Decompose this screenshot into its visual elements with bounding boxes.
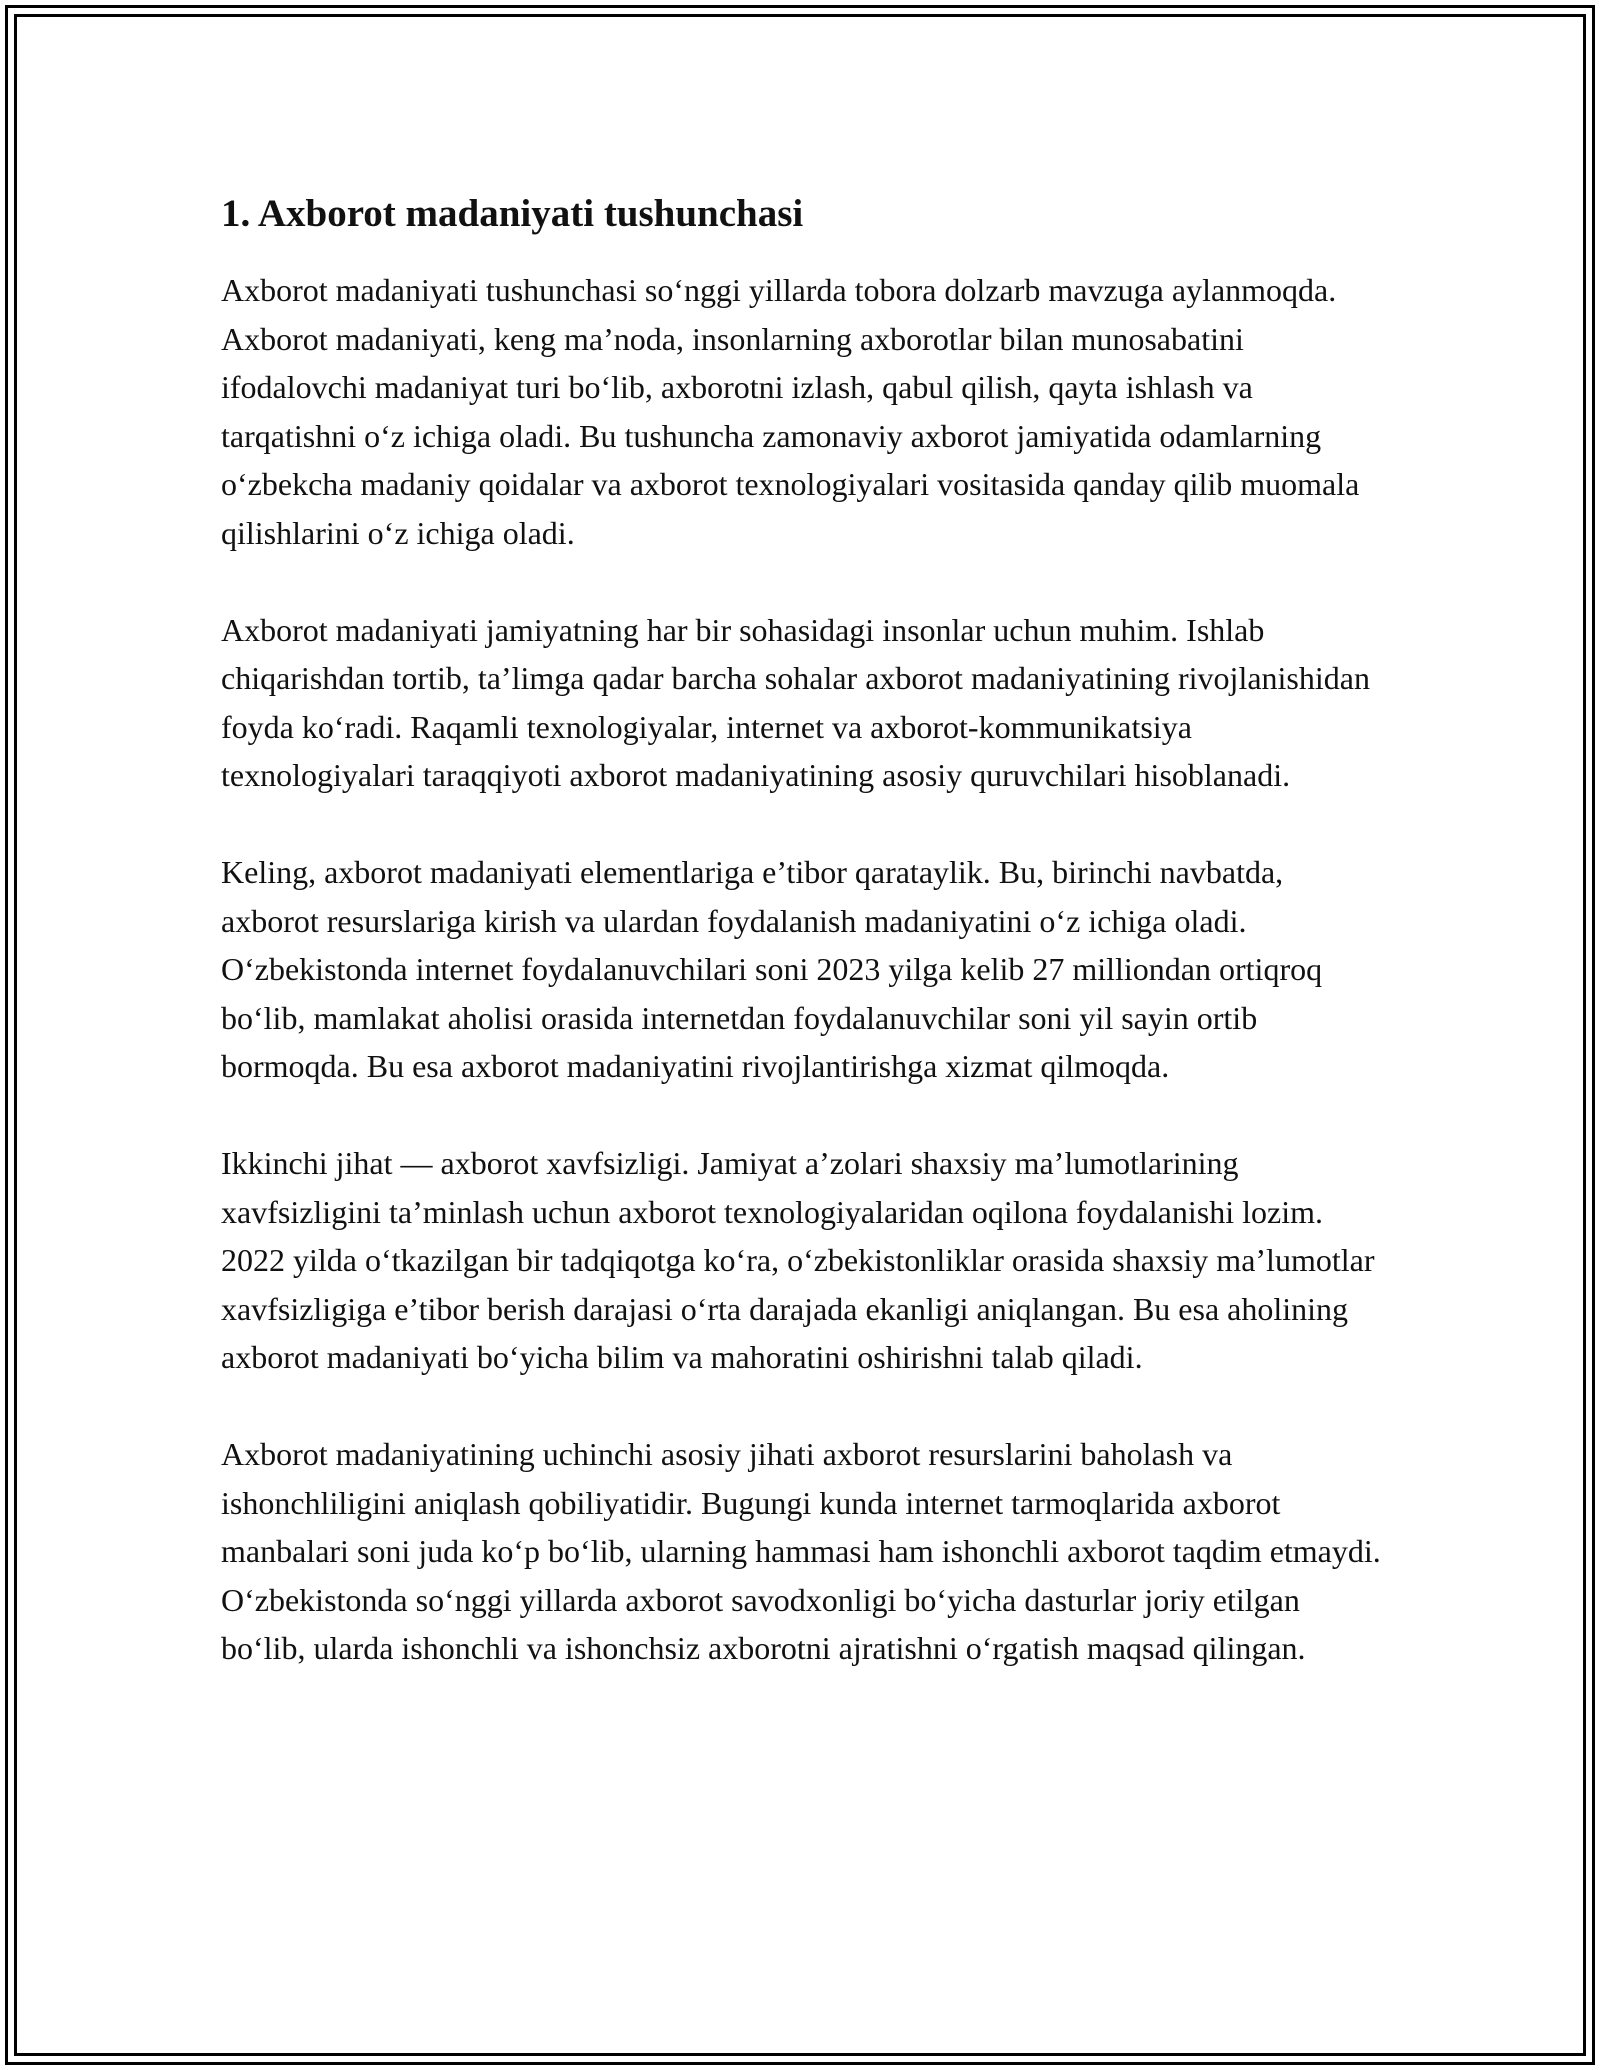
paragraph-1: Axborot madaniyati tushunchasi so‘nggi yillarda tobora dolzarb mavzuga aylanmoqda. Axborot madaniyati, keng ma’noda, insonlarning axborotlar bilan munosabatini ifodalovchi madaniyat turi bo‘lib, axborotni izlash, qabul qilish, qayta ishlash va tarqatishni o‘z ichiga oladi. Bu tushuncha zamonaviy axborot jamiyatida odamlarning o‘zbekcha madaniy qoidalar va axborot texnologiyalari vositasida qanday qilib muomala qilishlarini o‘z ichiga oladi. xyxy=(221,272,1360,551)
paragraph-4: Ikkinchi jihat — axborot xavfsizligi. Jamiyat a’zolari shaxsiy ma’lumotlarining xavfsizligini ta’minlash uchun axborot texnologiyalaridan oqilona foydalanishi lozim. 2022 yilda o‘tkazilgan bir tadqiqotga ko‘ra, o‘zbekistonliklar orasida shaxsiy ma’lumotlar xavfsizligiga e’tibor berish darajasi o‘rta darajada ekanligi aniqlangan. Bu esa aholining axborot madaniyati bo‘yicha bilim va mahoratini oshirishni talab qiladi. xyxy=(221,1145,1375,1375)
paragraph-5: Axborot madaniyatining uchinchi asosiy jihati axborot resurslarini baholash va ishonchliligini aniqlash qobiliyatidir. Bugungi kunda internet tarmoqlarida axborot manbalari soni juda ko‘p bo‘lib, ularning hammasi ham ishonchli axborot taqdim etmaydi. O‘zbekistonda so‘nggi yillarda axborot savodxonligi bo‘yicha dasturlar joriy etilgan bo‘lib, ularda ishonchli va ishonchsiz axborotni ajratishni o‘rgatish maqsad qilingan. xyxy=(221,1436,1381,1666)
document-body xyxy=(221,186,1381,1673)
paragraph-2: Axborot madaniyati jamiyatning har bir sohasidagi insonlar uchun muhim. Ishlab chiqarishdan tortib, ta’limga qadar barcha sohalar axborot madaniyatining rivojlanishidan foyda ko‘radi. Raqamli texnologiyalar, internet va axborot-kommunikatsiya texnologiyalari taraqqiyoti axborot madaniyatining asosiy quruvchilari hisoblanadi. xyxy=(221,611,1370,793)
paragraph-3: Keling, axborot madaniyati elementlariga e’tibor qarataylik. Bu, birinchi navbatda, axborot resurslariga kirish va ulardan foydalanish madaniyatini o‘z ichiga oladi. O‘zbekistonda internet foydalanuvchilari soni 2023 yilga kelib 27 milliondan ortiqroq bo‘lib, mamlakat aholisi orasida internetdan foydalanuvchilar soni yil sayin ortib bormoqda. Bu esa axborot madaniyatini rivojlantirishga xizmat qilmoqda. xyxy=(221,854,1323,1084)
section-heading: 1. Axborot madaniyati tushunchasi xyxy=(221,192,804,235)
